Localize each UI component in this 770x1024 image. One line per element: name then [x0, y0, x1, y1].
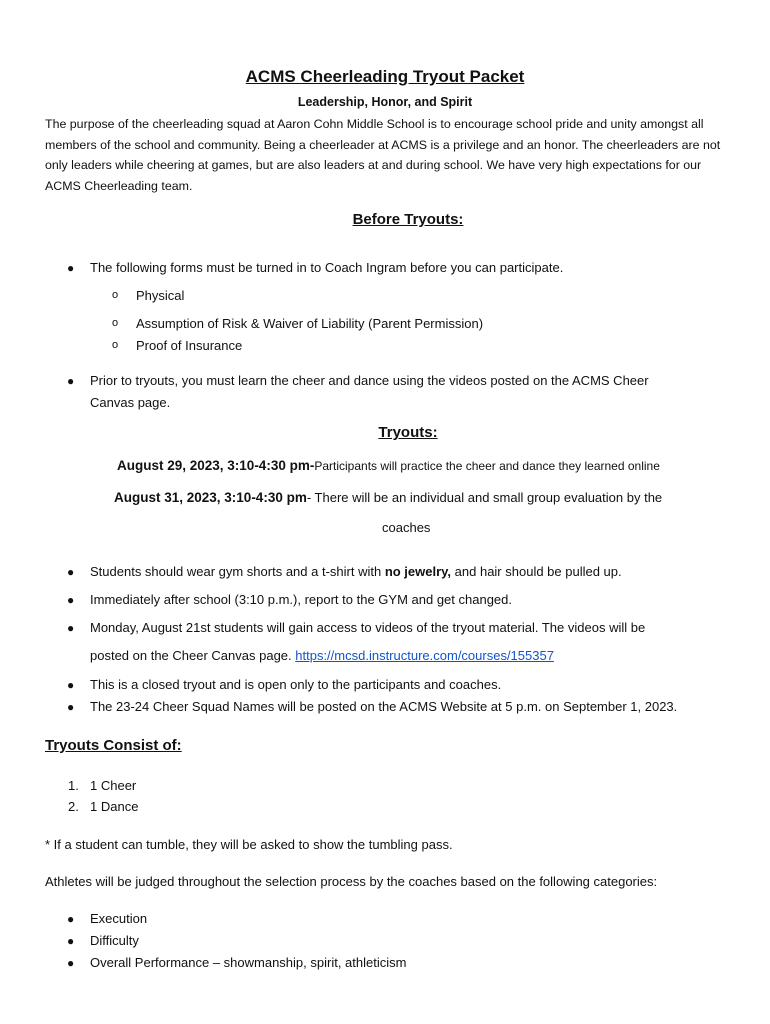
videos-bullet-text-cont: Canvas page.	[90, 395, 171, 410]
bullet-icon: ●	[67, 621, 75, 635]
tryouts-consist-heading: Tryouts Consist of:	[45, 737, 182, 754]
canvas-page-text: posted on the Cheer Canvas page.	[90, 648, 296, 663]
tryout-date-2-desc: - There will be an individual and small group evaluation by the	[306, 490, 663, 505]
document-subtitle: Leadership, Honor, and Spirit	[297, 95, 473, 109]
list-number: 1.	[68, 778, 79, 793]
judged-text: Athletes will be judged throughout the selection process by the coaches based on the following categories:	[45, 874, 658, 889]
bullet-icon: ●	[67, 261, 75, 275]
canvas-course-link[interactable]: https://mcsd.instructure.com/courses/155357	[295, 648, 554, 663]
bullet-icon: ●	[67, 912, 75, 926]
consist-item-cheer: 1 Cheer	[90, 778, 137, 793]
gym-attire-text	[90, 564, 622, 579]
bullet-icon: ●	[67, 934, 75, 948]
bullet-icon: ●	[67, 593, 75, 607]
after-school-text: Immediately after school (3:10 p.m.), report to the GYM and get changed.	[90, 592, 512, 607]
gym-attire-pre: Students should wear gym shorts and a t-shirt with	[90, 564, 385, 579]
hollow-bullet-icon: o	[112, 317, 119, 329]
gym-attire-post: and hair should be pulled up.	[451, 564, 622, 579]
hollow-bullet-icon: o	[112, 339, 119, 351]
bullet-icon: ●	[67, 700, 75, 714]
form-item-insurance: Proof of Insurance	[136, 338, 243, 353]
category-execution: Execution	[90, 911, 148, 926]
form-item-physical: Physical	[136, 288, 185, 303]
category-overall-performance: Overall Performance – showmanship, spirit, athleticism	[90, 955, 407, 970]
bullet-icon: ●	[67, 956, 75, 970]
tumble-note: * If a student can tumble, they will be asked to show the tumbling pass.	[45, 837, 453, 852]
category-difficulty: Difficulty	[90, 933, 139, 948]
tryout-date-2-time: August 31, 2023, 3:10-4:30 pm	[114, 490, 307, 505]
hollow-bullet-icon: o	[112, 289, 119, 301]
tryout-date-1-desc: Participants will practice the cheer and dance they learned online	[314, 459, 660, 473]
before-tryouts-heading: Before Tryouts:	[352, 211, 464, 228]
tryout-date-2	[114, 490, 662, 505]
tryout-date-1-time: August 29, 2023, 3:10-4:30 pm-	[117, 458, 315, 473]
tryout-date-1	[117, 458, 660, 473]
document-title: ACMS Cheerleading Tryout Packet	[245, 67, 525, 86]
bullet-icon: ●	[67, 374, 75, 388]
monday-access-text: Monday, August 21st students will gain access to videos of the tryout material. The videos will be	[90, 620, 646, 635]
tryout-date-2-cont: coaches	[382, 520, 431, 535]
videos-bullet-text: Prior to tryouts, you must learn the cheer and dance using the videos posted on the ACMS Cheer	[90, 373, 649, 388]
monday-access-text-cont	[90, 648, 554, 663]
tryouts-heading: Tryouts:	[378, 424, 438, 441]
squad-names-text: The 23-24 Cheer Squad Names will be posted on the ACMS Website at 5 p.m. on September 1, 2023.	[90, 699, 678, 714]
forms-bullet-text: The following forms must be turned in to Coach Ingram before you can participate.	[90, 260, 564, 275]
intro-paragraph: The purpose of the cheerleading squad at Aaron Cohn Middle School is to encourage school pride and unity amongst all members of the school and community. Being a cheerleader at ACMS is a privilege and an honor. The cheerleaders are not only leaders while cheering at games, but are also leaders at and during school. We have very high expectations for our ACMS Cheerleading team.	[45, 117, 721, 193]
no-jewelry-text: no jewelry,	[384, 564, 452, 579]
consist-item-dance: 1 Dance	[90, 799, 139, 814]
bullet-icon: ●	[67, 565, 75, 579]
list-number: 2.	[68, 799, 79, 814]
bullet-icon: ●	[67, 678, 75, 692]
closed-tryout-text: This is a closed tryout and is open only to the participants and coaches.	[90, 677, 502, 692]
form-item-waiver: Assumption of Risk & Waiver of Liability (Parent Permission)	[136, 316, 484, 331]
